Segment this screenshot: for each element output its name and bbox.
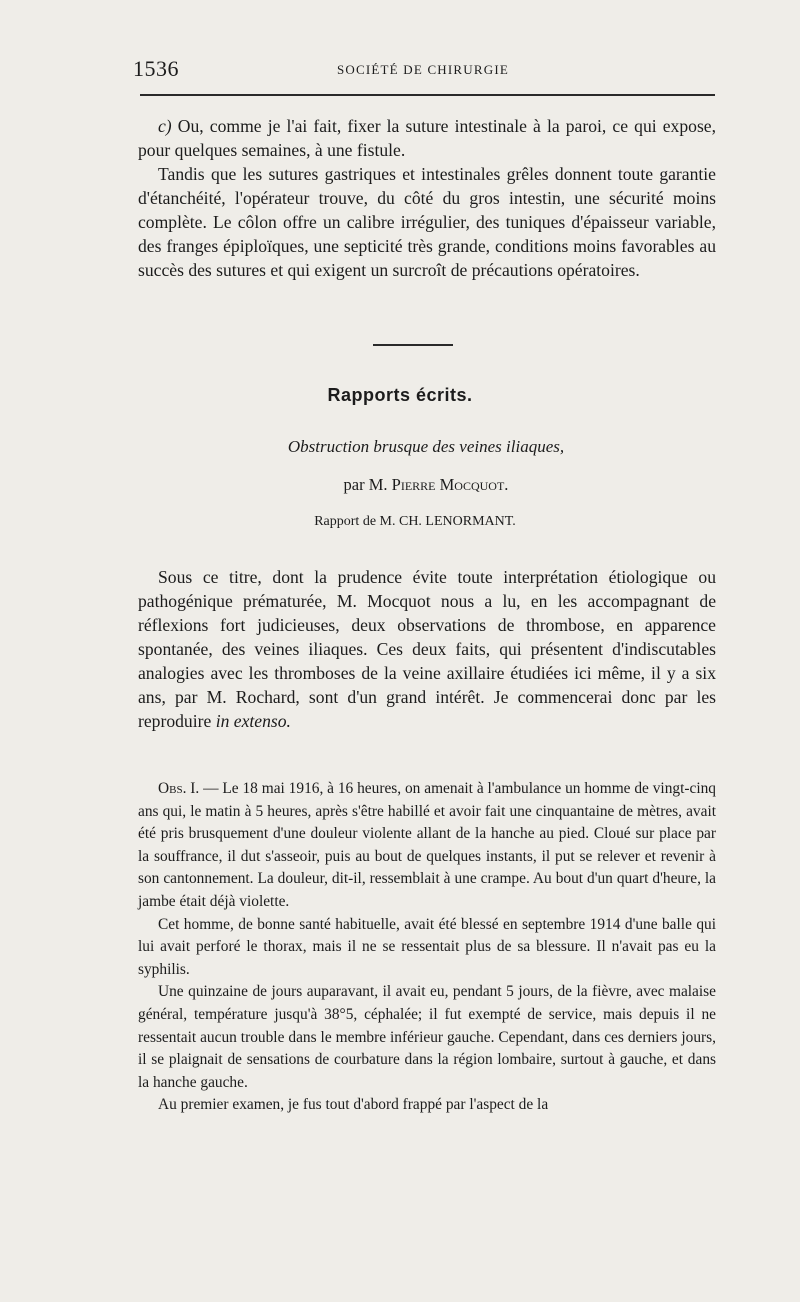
report-body: [138, 565, 716, 733]
in-extenso: in extenso.: [215, 711, 291, 731]
paragraph-sous-ce-titre-text: Sous ce titre, dont la prudence évite toute interprétation étiologique ou pathogénique prématurée, M. Mocquot nous a lu, en les accompagnant de réflexions fort judicieuses, deux observations de thrombose, en apparence spontanée, des veines iliaques. Ces deux faits, qui présentent d'indiscutables analogies avec les thromboses de la veine axillaire étudiées ici même, il y a six ans, par M. Rochard, sont d'un grand intérêt. Je commencerai donc par les reproduire: [138, 567, 716, 731]
report-subtitle: Obstruction brusque des veines iliaques,: [287, 437, 565, 456]
paragraph-premier-examen: Au premier examen, je fus tout d'abord frappé par l'aspect de la: [158, 1096, 549, 1114]
paragraph-cet-homme: Cet homme, de bonne santé habituelle, avait été blessé en septembre 1914 d'une balle qui lui avait perforé le thorax, mais il ne se ressentait plus de sa blessure. Il n'avait pas eu la syphilis.: [138, 915, 716, 978]
page-number: 1536: [133, 56, 179, 81]
item-label: c): [158, 116, 172, 136]
running-title: SOCIÉTÉ DE CHIRURGIE: [336, 62, 510, 77]
header-rule: [140, 94, 715, 96]
intro-block: [138, 114, 716, 282]
author-name: Pierre Mocquot.: [391, 475, 509, 494]
paragraph-une-quinzaine: Une quinzaine de jours auparavant, il avait eu, pendant 5 jours, de la fièvre, avec malaise général, température jusqu'à 38°5, céphalée; il fut exempté de service, mais depuis il ne ressentait aucun trouble dans le membre inférieur gauche. Cependant, dans ces derniers jours, il se plaignait de sensations de courbature dans la région lombaire, surtout à gauche, et dans la hanche gauche.: [138, 983, 716, 1091]
paragraph-c: [138, 114, 716, 162]
section-title: Rapports écrits.: [327, 385, 473, 405]
paragraph-sous-ce-titre: [138, 565, 716, 733]
author-prefix: par M.: [343, 475, 388, 494]
paragraph-c-text: Ou, comme je l'ai fait, fixer la suture intestinale à la paroi, ce qui expose, pour quelques semaines, à une fistule.: [138, 116, 716, 160]
rapport-line: Rapport de M. CH. LENORMANT.: [314, 514, 516, 529]
observation-1: [138, 778, 716, 914]
report-author: [0, 475, 800, 495]
observation-1-text: — Le 18 mai 1916, à 16 heures, on amenait à l'ambulance un homme de vingt-cinq ans qui, le matin à 5 heures, après s'être habillé et avoir fait une cinquantaine de mètres, avait été pris brusquement d'une douleur violente allant de la hanche au pied. Cloué sur place par la souffrance, il dut s'asseoir, puis au bout de quelques instants, il put se relever et revenir à son cantonnement. La douleur, dit-il, ressemblait à une crampe. Au bout d'un quart d'heure, la jambe était déjà violette.: [138, 780, 717, 910]
section-separator: [373, 344, 453, 346]
paragraph-tandis: Tandis que les sutures gastriques et intestinales grêles donnent toute garantie d'étanchéité, l'opérateur trouve, du côté du gros intestin, une sécurité moins complète. Le côlon offre un calibre irrégulier, des tuniques d'épaisseur variable, des franges épiploïques, une septicité très grande, conditions moins favorables au succès des sutures et qui exigent un surcroît de précautions opératoires.: [138, 164, 716, 280]
page-header: [133, 56, 713, 86]
observation-block: [138, 778, 716, 1117]
observation-label: Obs. I.: [158, 780, 200, 797]
